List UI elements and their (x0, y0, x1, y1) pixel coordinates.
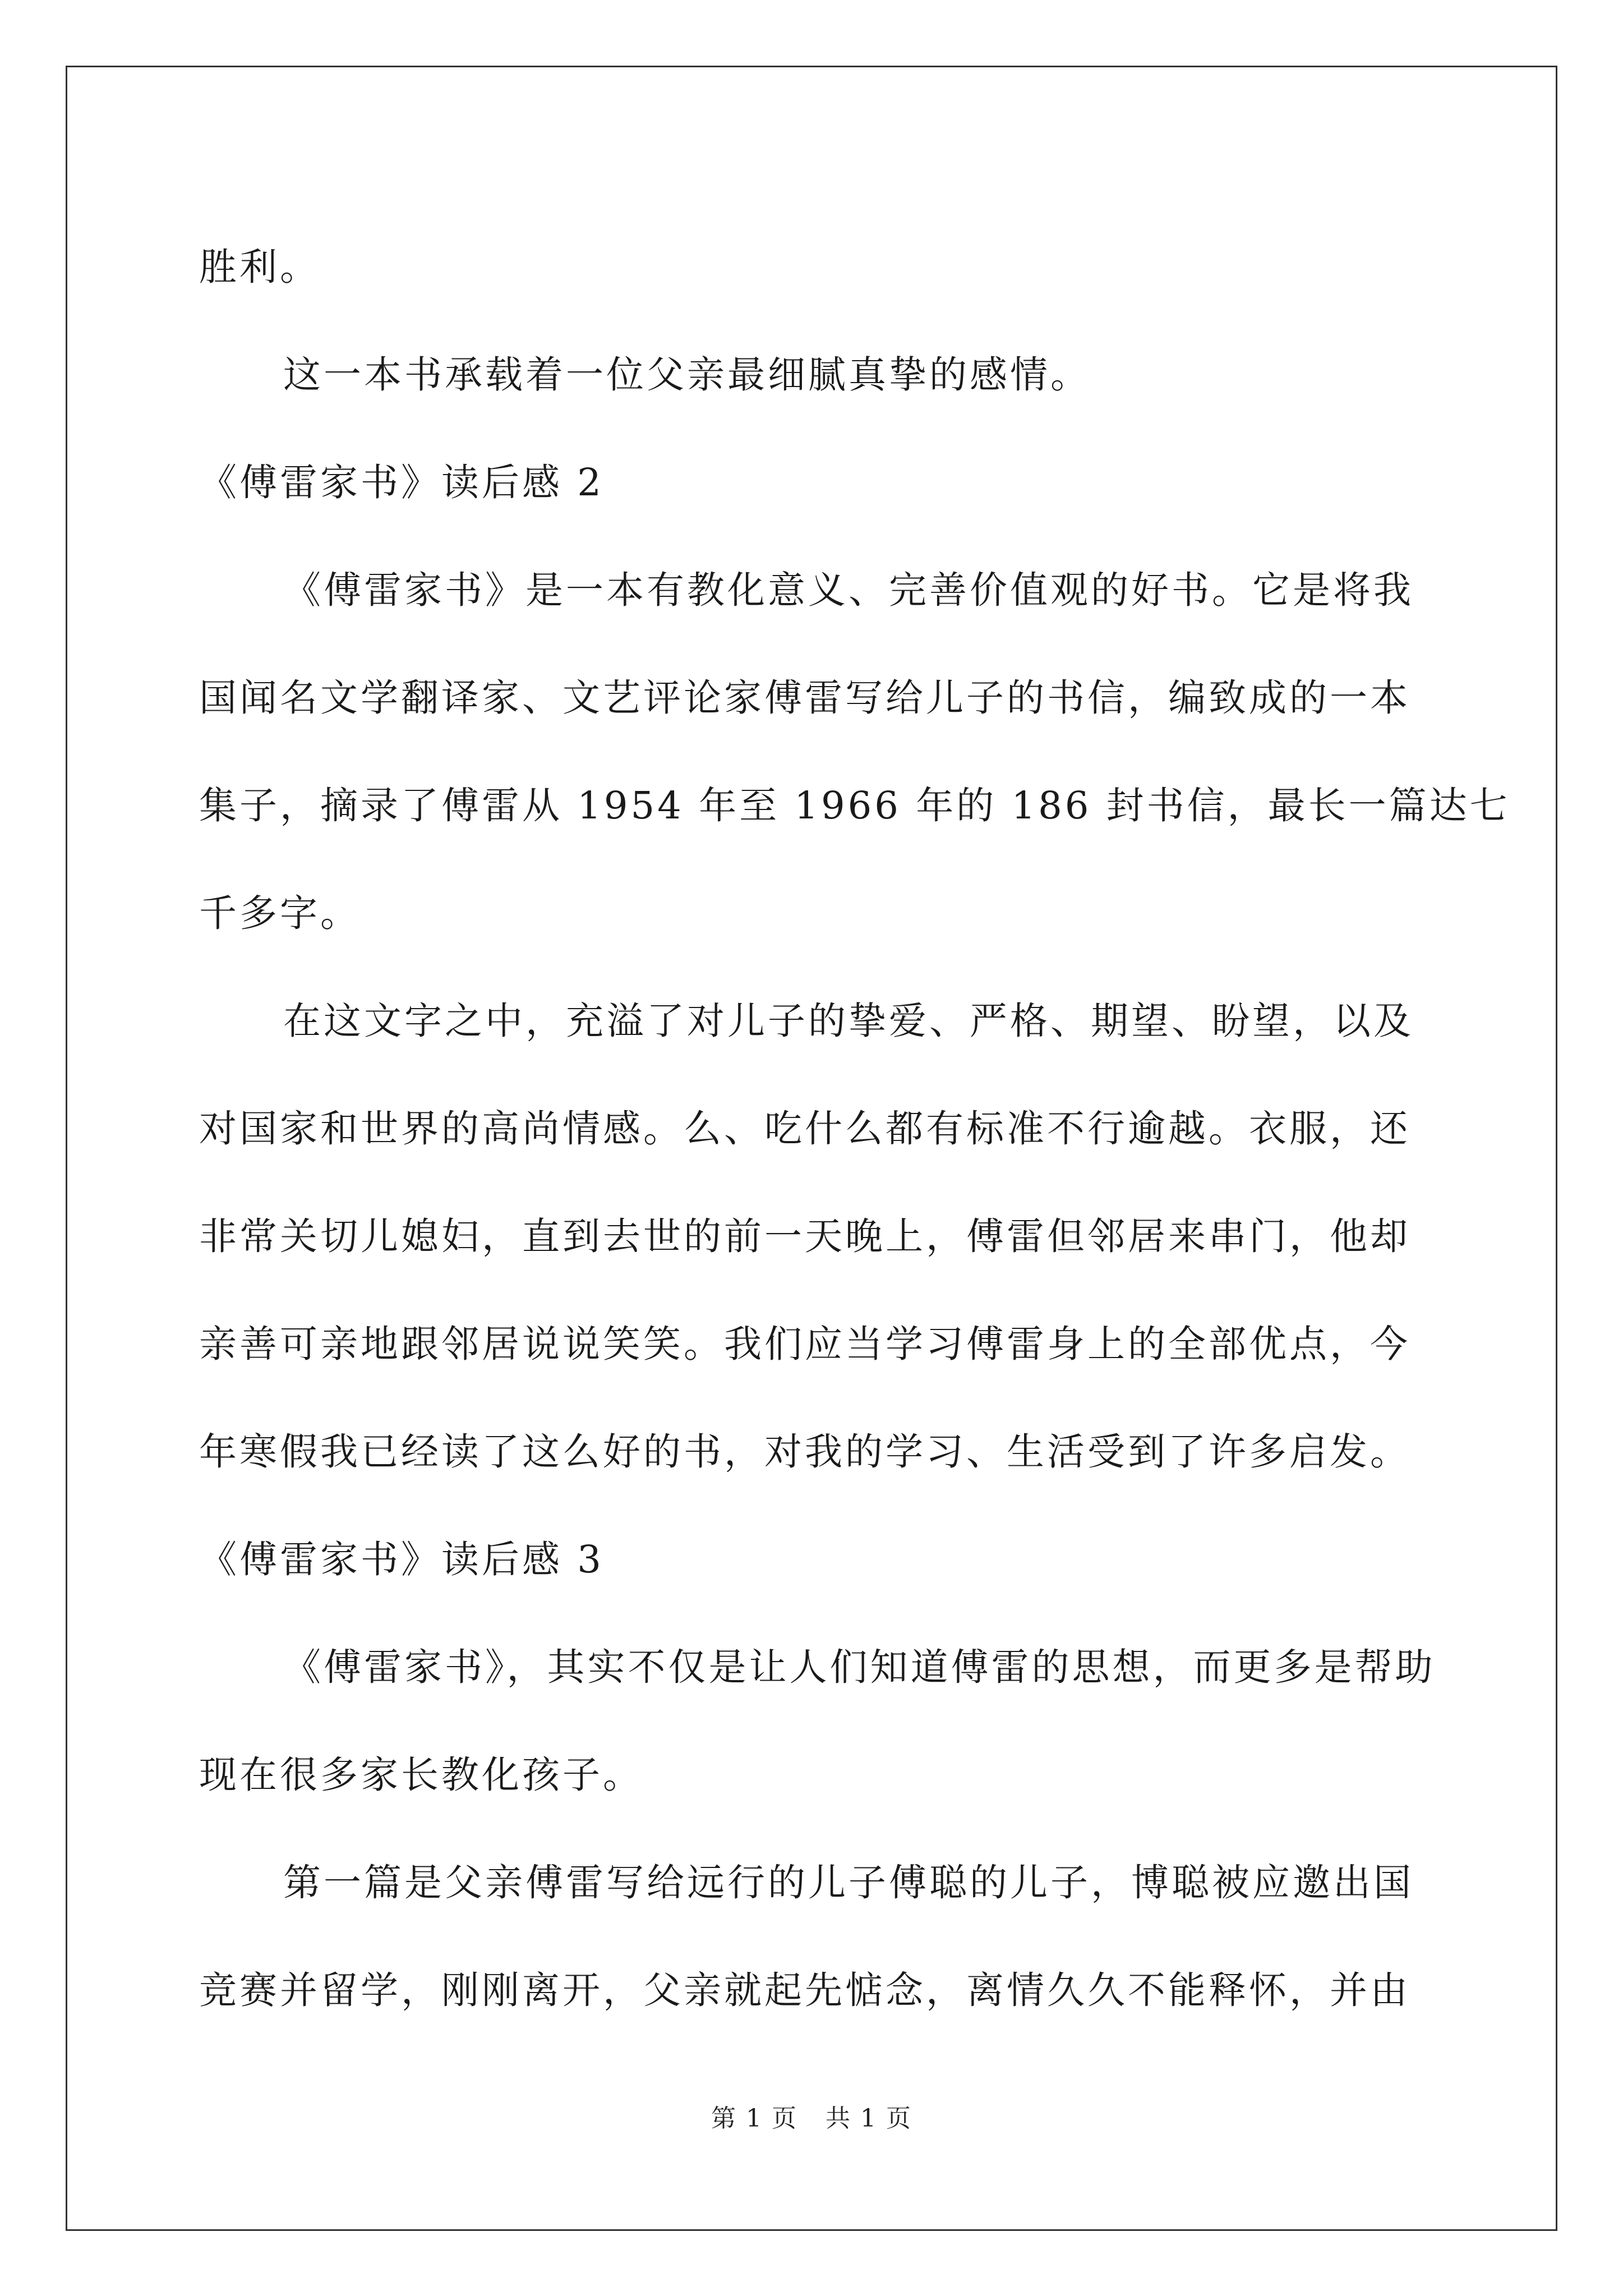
document-body (199, 213, 1510, 2044)
section-heading: 《傅雷家书》读后感 2 (199, 461, 604, 504)
paragraph-line: 《傅雷家书》是一本有教化意义、完善价值观的好书。它是将我 (283, 568, 1414, 612)
section-heading: 《傅雷家书》读后感 3 (199, 1538, 604, 1581)
paragraph-line: 集子，摘录了傅雷从 1954 年至 1966 年的 186 封书信，最长一篇达七 (199, 784, 1510, 827)
paragraph-line: 这一本书承载着一位父亲最细腻真挚的感情。 (283, 353, 1091, 397)
paragraph-line: 非常关切儿媳妇，直到去世的前一天晚上，傅雷但邻居来串门，他却 (199, 1214, 1410, 1258)
paragraph-line: 千多字。 (199, 891, 361, 935)
paragraph-line: 在这文字之中，充溢了对儿子的挚爱、严格、期望、盼望，以及 (283, 999, 1414, 1043)
page-total: 共 1 页 (826, 2104, 912, 2133)
paragraph-line: 胜利。 (199, 245, 320, 289)
paragraph-line: 《傅雷家书》，其实不仅是让人们知道傅雷的思想，而更多是帮助 (283, 1645, 1436, 1689)
paragraph-line: 对国家和世界的高尚情感。么、吃什么都有标准不行逾越。衣服，还 (199, 1107, 1410, 1151)
paragraph-line: 国闻名文学翻译家、文艺评论家傅雷写给儿子的书信，编致成的一本 (199, 676, 1410, 720)
paragraph-line: 亲善可亲地跟邻居说说笑笑。我们应当学习傅雷身上的全部优点，今 (199, 1322, 1410, 1366)
paragraph-line: 第一篇是父亲傅雷写给远行的儿子傅聪的儿子，博聪被应邀出国 (283, 1861, 1414, 1904)
page-footer (0, 2098, 1623, 2134)
paragraph-line: 现在很多家长教化孩子。 (199, 1753, 643, 1797)
paragraph-line: 年寒假我已经读了这么好的书，对我的学习、生活受到了许多启发。 (199, 1430, 1410, 1474)
paragraph-line: 竞赛并留学，刚刚离开，父亲就起先惦念，离情久久不能释怀，并由 (199, 1968, 1410, 2012)
page-number: 第 1 页 (711, 2104, 797, 2133)
